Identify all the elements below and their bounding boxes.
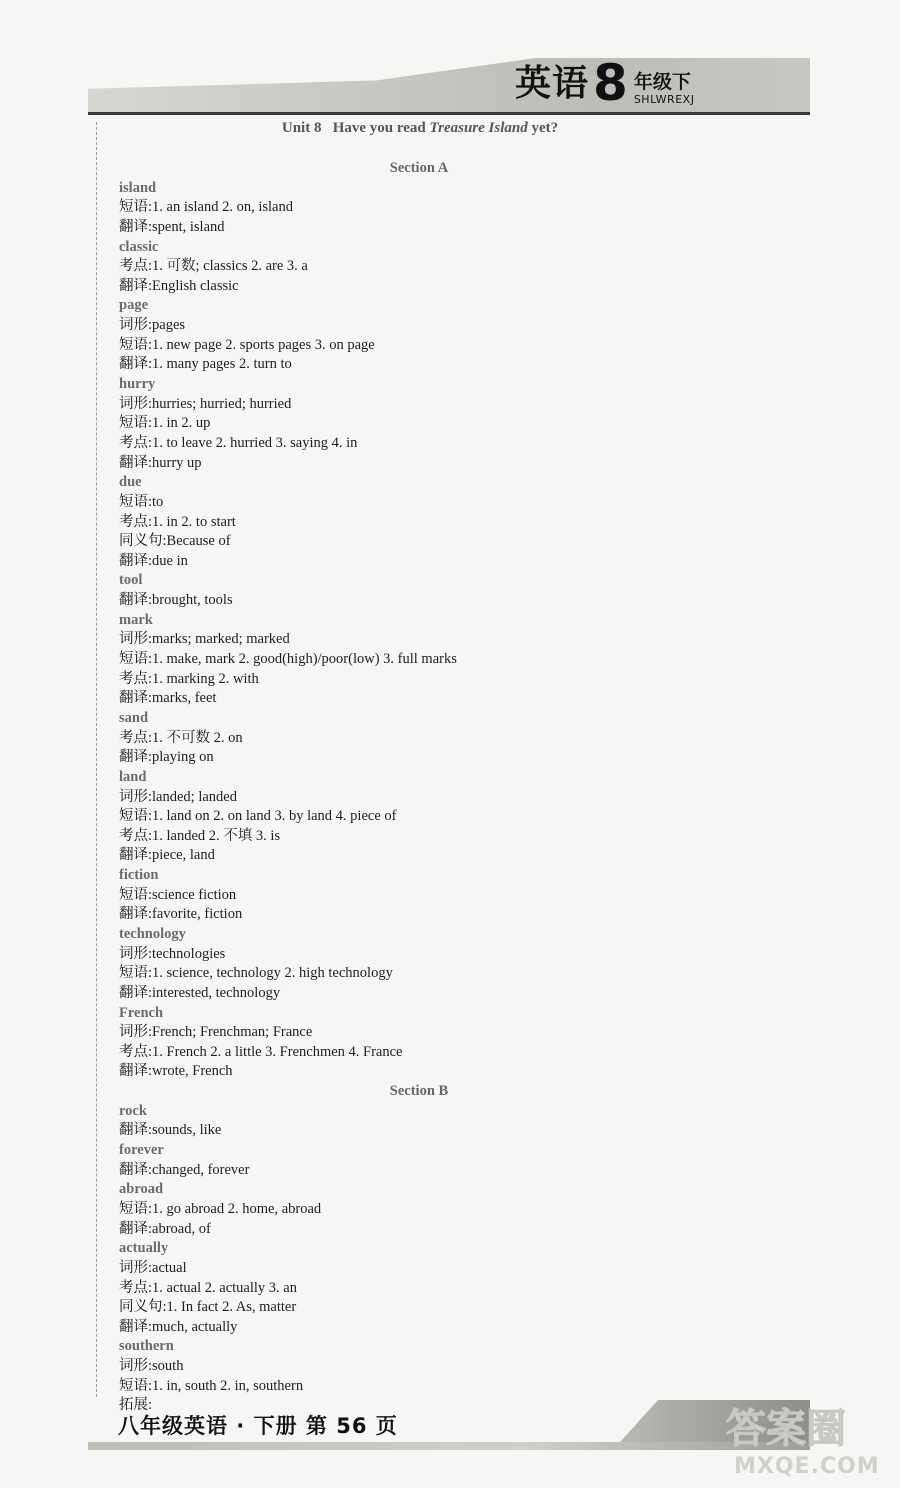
vocab-headword: due [119,474,142,491]
entry-text: :1. French 2. a little 3. Frenchmen 4. France [148,1043,403,1060]
entry-tag: 考点 [119,670,148,687]
entry-tag: 考点 [119,827,148,844]
watermark-logo [722,1396,892,1454]
answer-entry [119,748,739,768]
entry-tag: 考点 [119,1043,148,1060]
brand-number: 8 [593,54,628,112]
entry-tag: 翻译 [119,454,148,471]
vocab-headword: fiction [119,867,159,884]
answer-entry [119,827,739,847]
answer-entry [119,1220,739,1240]
entry-tag: 短语 [119,1377,148,1394]
footer-band [88,1442,810,1450]
entry-text: :1. to leave 2. hurried 3. saying 4. in [148,434,358,451]
entry-tag: 短语 [119,808,148,825]
entry-tag: 翻译 [119,277,148,294]
answer-entry [119,1161,739,1181]
vocab-headword: tool [119,572,143,589]
entry-text: :technologies [148,945,226,962]
answer-entry [119,650,739,670]
header-divider [88,112,810,115]
entry-text: :1. land on 2. on land 3. by land 4. piece of [148,808,397,825]
entry-tag: 词形 [119,631,148,648]
answer-entry [119,1200,739,1220]
entry-tag: 短语 [119,493,148,510]
entry-text: :marks, feet [148,690,217,707]
answer-entry [119,1279,739,1299]
entry-tag: 词形 [119,788,148,805]
entry-text: :1. In fact 2. As, matter [162,1299,297,1316]
entry-tag: 翻译 [119,592,148,609]
entry-tag: 翻译 [119,1161,148,1178]
entry-text: :much, actually [148,1318,238,1335]
entry-tag: 词形 [119,1358,148,1375]
answer-entry [119,729,739,749]
entry-tag: 词形 [119,1024,148,1041]
vocab-headword: technology [119,925,186,942]
entry-text: : [148,1397,153,1414]
entry-text: :1. go abroad 2. home, abroad [148,1200,322,1217]
vocab-headword: island [119,179,157,196]
entry-text: :1. new page 2. sports pages 3. on page [148,336,375,353]
vocab-headword: abroad [119,1181,164,1198]
vocab-headword: rock [119,1102,147,1119]
entry-text: :playing on [148,749,214,766]
answer-entry [119,414,739,434]
entry-tag: 短语 [119,1200,148,1217]
entry-text: :hurry up [148,454,202,471]
answer-entry [119,532,739,552]
unit-question-start: Have you read [332,120,430,136]
section-heading: Section B [389,1083,449,1100]
entry-text: :changed, forever [148,1161,250,1178]
entry-tag: 翻译 [119,1220,148,1237]
entry-tag: 词形 [119,317,148,334]
answer-entry [119,689,739,709]
answer-entry [119,218,739,238]
unit-question-end: yet? [527,120,559,136]
answer-entry [119,434,739,454]
entry-text: :due in [148,552,188,569]
entry-tag: 翻译 [119,552,148,569]
answer-entry [119,591,739,611]
answer-entry [119,1259,739,1279]
entry-tag: 短语 [119,965,148,982]
answer-entry [119,316,739,336]
entry-text: :1. science, technology 2. high technology [148,965,393,982]
entry-tag: 考点 [119,729,148,746]
entry-tag: 考点 [119,1279,148,1296]
entry-tag: 翻译 [119,1063,148,1080]
vocab-headword: page [119,297,148,314]
entry-tag: 短语 [119,336,148,353]
entry-text: :south [148,1358,184,1375]
brand-grade: 年级下 [633,71,691,93]
entry-text: :1. make, mark 2. good(high)/poor(low) 3. full marks [148,651,457,668]
entry-text: :1. an island 2. on, island [148,199,293,216]
entry-text: :1. actual 2. actually 3. an [148,1279,297,1296]
entry-text: :spent, island [148,218,225,235]
vocab-headword: hurry [119,376,156,393]
answer-entry [119,788,739,808]
brand-subject: 英语 [515,63,590,104]
entry-text: :1. in 2. to start [148,513,236,530]
entry-tag: 考点 [119,434,148,451]
entry-tag: 同义句 [119,533,163,550]
entry-tag: 翻译 [119,749,148,766]
vocab-headword: French [119,1004,164,1021]
entry-tag: 翻译 [119,906,148,923]
vocab-headword: classic [119,238,159,255]
watermark [722,1396,892,1486]
answer-entry [119,257,739,277]
entry-text: :hurries; hurried; hurried [148,395,292,412]
unit-label: Unit 8 [281,120,322,136]
entry-text: :1. 不可数 2. on [148,729,243,746]
answer-entry [119,905,739,925]
entry-text: :marks; marked; marked [148,631,290,648]
margin-rule [96,122,97,1397]
answer-entry [119,513,739,533]
answer-entry [119,1023,739,1043]
answer-list [119,159,739,1416]
answer-entry [119,277,739,297]
unit-title [0,120,840,137]
answer-entry [119,1298,739,1318]
brand [515,54,695,112]
answer-entry [119,395,739,415]
entry-tag: 翻译 [119,218,148,235]
vocab-headword: mark [119,611,153,628]
answer-entry [119,630,739,650]
answer-entry [119,945,739,965]
entry-text: :1. in, south 2. in, southern [148,1377,304,1394]
answer-entry [119,493,739,513]
answer-entry [119,846,739,866]
vocab-headword: actually [119,1240,169,1257]
entry-tag: 考点 [119,513,148,530]
answer-entry [119,1062,739,1082]
entry-tag: 翻译 [119,1122,148,1139]
entry-tag: 短语 [119,651,148,668]
entry-text: :actual [148,1259,187,1276]
entry-text: :1. marking 2. with [148,670,259,687]
vocab-headword: southern [119,1338,174,1355]
brand-right [634,71,695,106]
entry-text: :1. landed 2. 不填 3. is [148,827,281,844]
entry-tag: 同义句 [119,1299,163,1316]
entry-text: :1. in 2. up [148,415,211,432]
answer-entry [119,198,739,218]
entry-text: :abroad, of [148,1220,211,1237]
answer-entry [119,670,739,690]
entry-tag: 考点 [119,258,148,275]
answer-entry [119,807,739,827]
answer-entry [119,984,739,1004]
brand-code: SHLWREXJ [633,93,695,106]
answer-entry [119,1043,739,1063]
entry-text: :science fiction [148,886,237,903]
entry-text: :1. 可数; classics 2. are 3. a [148,258,308,275]
entry-tag: 词形 [119,395,148,412]
vocab-headword: forever [119,1142,164,1159]
watermark-site: MXQE.COM [734,1454,880,1479]
entry-text: :Because of [162,533,231,550]
entry-tag: 短语 [119,199,148,216]
section-heading: Section A [389,160,449,176]
answer-entry [119,552,739,572]
answer-entry [119,1357,739,1377]
entry-tag: 词形 [119,1259,148,1276]
vocab-headword: land [119,768,147,785]
entry-text: :1. many pages 2. turn to [148,356,292,373]
entry-tag: 翻译 [119,1318,148,1335]
answer-entry [119,355,739,375]
page-footer: 八年级英语 · 下册 第 56 页 [118,1414,398,1438]
entry-tag: 翻译 [119,847,148,864]
entry-text: :wrote, French [148,1063,233,1080]
answer-entry [119,1121,739,1141]
entry-text: :landed; landed [148,788,237,805]
entry-text: :to [148,493,164,510]
vocab-headword: sand [119,709,149,726]
answer-entry [119,964,739,984]
entry-tag: 短语 [119,886,148,903]
answer-entry [119,886,739,906]
entry-tag: 词形 [119,945,148,962]
book-title: Treasure Island [429,120,528,136]
entry-text: :English classic [148,277,239,294]
entry-text: :brought, tools [148,592,233,609]
entry-text: :French; Frenchman; France [148,1024,313,1041]
entry-tag: 翻译 [119,356,148,373]
entry-text: :favorite, fiction [148,906,243,923]
answer-entry [119,1377,739,1397]
entry-tag: 翻译 [119,690,148,707]
entry-text: :sounds, like [148,1122,222,1139]
header-banner [88,54,810,114]
entry-text: :pages [148,317,186,334]
entry-text: :piece, land [148,847,215,864]
answer-entry [119,336,739,356]
answer-entry [119,1318,739,1338]
answer-entry [119,454,739,474]
entry-text: :interested, technology [148,984,281,1001]
entry-tag: 翻译 [119,984,148,1001]
watermark-logo-text: 答案圈 [726,1406,846,1452]
entry-tag: 拓展 [119,1397,148,1414]
entry-tag: 短语 [119,415,148,432]
